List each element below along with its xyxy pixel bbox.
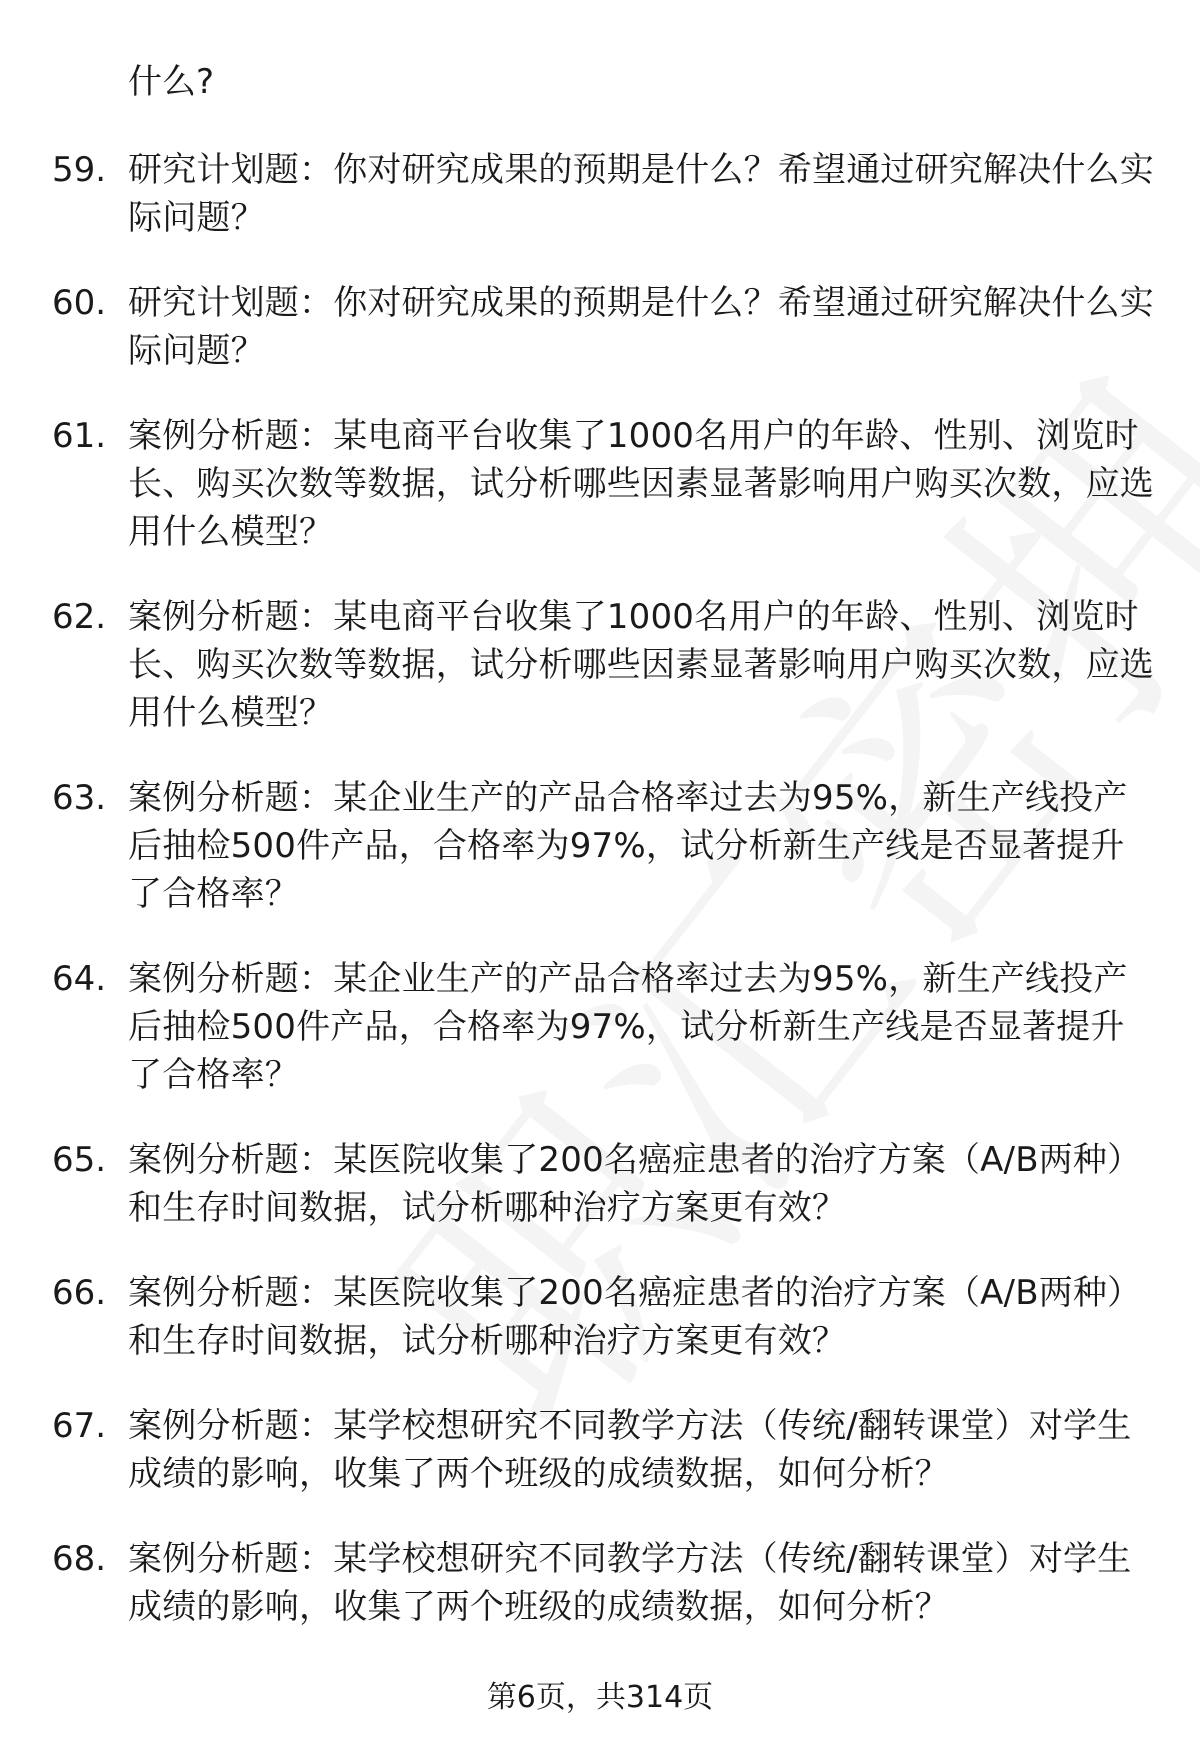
question-list	[0, 146, 1200, 1668]
question-item	[0, 412, 1200, 556]
question-item	[0, 146, 1200, 242]
continuation-text: 什么?	[128, 62, 215, 102]
question-number: 60.	[52, 283, 107, 323]
question-number: 67.	[52, 1406, 107, 1446]
question-item	[0, 955, 1200, 1099]
question-text: 案例分析题：某企业生产的产品合格率过去为95%，新生产线投产后抽检500件产品，合格率为97%，试分析新生产线是否显著提升了合格率？	[128, 778, 1128, 914]
question-number: 65.	[52, 1140, 107, 1180]
question-text: 案例分析题：某学校想研究不同教学方法（传统/翻转课堂）对学生成绩的影响，收集了两个班级的成绩数据，如何分析？	[128, 1539, 1132, 1627]
question-item	[0, 1136, 1200, 1232]
question-text: 案例分析题：某企业生产的产品合格率过去为95%，新生产线投产后抽检500件产品，合格率为97%，试分析新生产线是否显著提升了合格率？	[128, 959, 1128, 1095]
question-item	[0, 279, 1200, 375]
question-item	[0, 774, 1200, 918]
question-number: 61.	[52, 416, 107, 456]
question-text: 案例分析题：某电商平台收集了1000名用户的年龄、性别、浏览时长、购买次数等数据，试分析哪些因素显著影响用户购买次数，应选用什么模型？	[128, 597, 1154, 733]
question-number: 59.	[52, 150, 107, 190]
question-item	[0, 1535, 1200, 1631]
question-number: 63.	[52, 778, 107, 818]
page-footer: 第6页，共314页	[486, 1680, 714, 1715]
question-text: 案例分析题：某电商平台收集了1000名用户的年龄、性别、浏览时长、购买次数等数据，试分析哪些因素显著影响用户购买次数，应选用什么模型？	[128, 416, 1154, 552]
question-number: 62.	[52, 597, 107, 637]
question-text: 案例分析题：某医院收集了200名癌症患者的治疗方案（A/B两种）和生存时间数据，试分析哪种治疗方案更有效？	[128, 1140, 1142, 1228]
question-text: 案例分析题：某医院收集了200名癌症患者的治疗方案（A/B两种）和生存时间数据，试分析哪种治疗方案更有效？	[128, 1273, 1142, 1361]
question-number: 66.	[52, 1273, 107, 1313]
question-item	[0, 1269, 1200, 1365]
question-item	[0, 1402, 1200, 1498]
question-text: 研究计划题：你对研究成果的预期是什么？希望通过研究解决什么实际问题？	[128, 283, 1154, 371]
question-text: 研究计划题：你对研究成果的预期是什么？希望通过研究解决什么实际问题？	[128, 150, 1154, 238]
question-number: 68.	[52, 1539, 107, 1579]
question-number: 64.	[52, 959, 107, 999]
question-item	[0, 593, 1200, 737]
question-text: 案例分析题：某学校想研究不同教学方法（传统/翻转课堂）对学生成绩的影响，收集了两个班级的成绩数据，如何分析？	[128, 1406, 1132, 1494]
